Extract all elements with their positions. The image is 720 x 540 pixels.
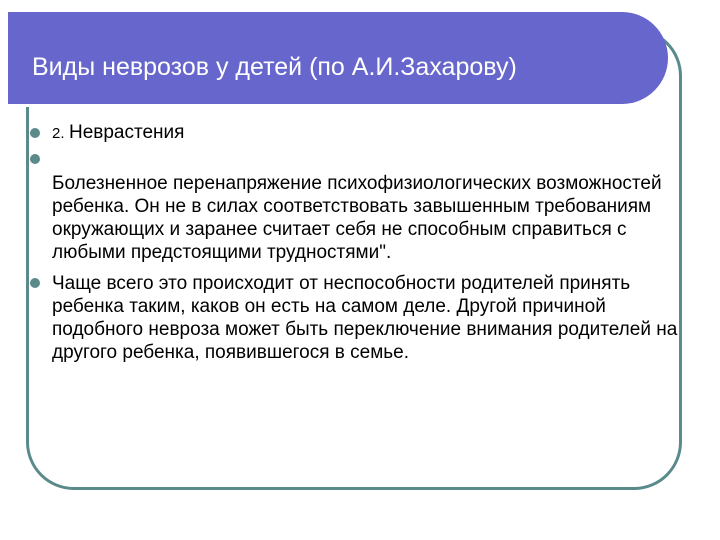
slide-content	[26, 120, 686, 364]
bullet-item-empty	[26, 148, 686, 172]
paragraph-description	[26, 172, 686, 264]
bullet-icon	[30, 128, 40, 138]
bullet-icon	[30, 278, 40, 288]
item-number: 2.	[52, 125, 65, 142]
slide-title: Виды неврозов у детей (по А.И.Захарову)	[32, 53, 517, 81]
item-heading: Неврастения	[68, 122, 185, 143]
title-underline	[26, 104, 646, 107]
bullet-item-causes	[26, 272, 686, 364]
bullet-icon	[30, 154, 40, 164]
title-bar	[8, 12, 668, 104]
paragraph-text: Чаще всего это происходит от неспособности родителей принять ребенка таким, каков он есть на самом деле. Другой причиной подобного невроза может быть переключение внимания родителей на другого ребенка, появившегося в семье.	[52, 273, 678, 363]
bullet-item-neurasthenia	[26, 120, 686, 148]
paragraph-text: Болезненное перенапряжение психофизиологических возможностей ребенка. Он не в силах соответствовать завышенным требованиям окружающих и заранее считает себя не способным справиться с любыми предстоящими трудностями".	[52, 173, 662, 263]
